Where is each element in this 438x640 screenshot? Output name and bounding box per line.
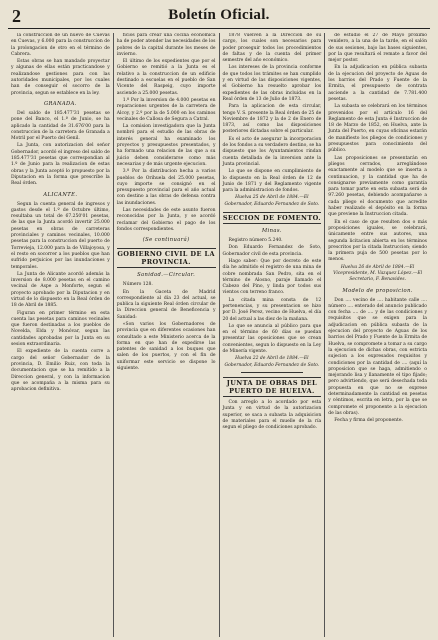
column-3 [219, 33, 325, 637]
continuation-note: (Se continuará) [142, 237, 190, 244]
masthead [8, 6, 430, 29]
column-4 [324, 33, 430, 637]
paragraph: El último de los expedientes que por el Gobierno se remitió a la Junta es el relativo a la construccion de un edificio destinado a escuelas en el pueblo de San Vicente del Raspeig, cuyo importe asciende a 25.000 pesetas. [116, 59, 216, 96]
signature-line: Huelva 22 de Abril de 1884.—El Gobernador, Eduardo Fernandez de Soto. [224, 356, 320, 368]
paragraph: Las proposiciones se presentarán en pliegos cerrados, arreglándose exactamente al modelo que se inserta a continuacion, y la cantidad que ha de consignarse previamente como garantía para tomar parte en esta subasta será de 97.260 pesetas, debiendo acompañarse a cada pliego el documento que acredite haber realizado el depósito en la forma que previene la Instruccion citada. [328, 155, 427, 218]
paragraph: La Junta, con autorizacion del señor Gobernador, acordó el ingreso del saldo de 185.477'31 pesetas que correspondian al 1.º de Junio para la realizacion de estas obras y la Junta aceptó lo propuesto por la Diputacion en la forma que prescribe la Real órden. [11, 143, 110, 187]
paragraph: La citada mina consta de 12 pertenencias, y su presentacion se hizo por D. José Perez, vecino de Huelva, el día 20 del actual a las diez de la mañana. [222, 297, 322, 322]
paragraph: Número 128. [122, 282, 153, 288]
paragraph: Figuran en primer término en esta cuenta las pesetas para caminos vecinales que fueron destinadas a los pueblos de Novelda, Elda y Monóvar, segun las cantidades aprobadas por la Junta en su sesion extraordinaria. [11, 310, 110, 348]
paragraph: Del saldo de 185.477'31 pesetas se pone del Banco, el 1.º de Junio, se ha aplicado la cantidad de 31.676'00 para la construccion de la carretera de Granada a Motril por el Puerto del Genil. [11, 110, 110, 142]
paragraph: Las necesidades de este asunto fueron reconocidas por la Junta, y se acordó reclamar del Gobierno el pago de los fondos correspondientes. [116, 208, 216, 232]
signature-line: Huelva 25 de Abril de 1884.—El Gobernador, Eduardo Fernandez de Soto. [224, 195, 320, 207]
paragraph: Don .... vecino de .... habitante calle .... número .... enterado del anuncio publicado con fecha .... de .... y de las condiciones y requisitos que se exigen para la adjudicacion en pública subasta de la ejecucion del proyecto de Aguas de los barrios del Prado y Fuente de la Ermita de Huelva, se compromete a tomar a su cargo la ejecucion de dichas obras, con estricta sujecion a los expresados requisitos y condiciones por la cantidad de .... (aquí la proposicion que se haga, admitiendo o mejorando lisa y llanamente el tipo fijado; pero advirtiendo, que será desechada toda propuesta en que no se exprese determinadamente la cantidad en pesetas y céntimos, escrita en letra, por la que se compromete el proponente a la ejecucion de las obras). [328, 297, 427, 416]
paragraph: La comision investigadora que la Junta nombró para el estudio de las obras de interés general ha examinado los proyectos y presupuestos presentados, y ha formado una relacion de las que a su juicio deben considerarse como más necesarias y de más urgente ejecucion. [116, 124, 216, 167]
section-heading-gobierno-civil: GOBIERNO CIVIL DE LA PROVINCIA. [117, 250, 215, 267]
section-heading-junta-obras: JUNTA DE OBRAS DEL PUERTO DE HUELVA. [223, 377, 322, 397]
subheading-sanidad: Sanidad.—Circular. [137, 272, 196, 279]
paragraph: Lo que se anuncia al público para que en el término de 60 días se puedan presentar las oposiciones que se crean convenientes, segun lo dispuesto en la Ley de Minería vigente. [222, 323, 322, 355]
paragraph: 1.º Por la inversion de 4.000 pesetas en reparaciones urgentes de la carretera de Alcoy, y 2.º por la de 5.000 en los caminos vecinales de Callosa de Segura a Catral. [116, 97, 216, 122]
paragraph: El expediente de la cuenta corre a cargo del señor Gobernador de la provincia, D. Emilio Ruiz, con toda la documentacion que se ha remitido a la Direccion general, y con la informacion que se acompaña a la misma para su aprobacion definitiva. [11, 349, 110, 393]
text-columns [8, 33, 430, 637]
column-1 [8, 33, 113, 637]
paragraph: Con arreglo a lo acordado por esta Junta y en virtud de la autorizacion superior, se saca a subasta la adquisicion de materiales para el muelle de la ría segun el pliego de condiciones aprobado. [222, 399, 322, 431]
paragraph: La subasta se celebrará en los términos prevenidos por el artículo 16 del Reglamento de esta Junta é Instruccion de 18 de Marzo de 1852, en Huelva, ante la Junta del Puerto, en cuyas oficinas estarán de manifiesto los pliegos de condiciones y presupuestos para conocimiento del público. [328, 104, 427, 154]
paragraph: Fecha y firma del proponente. [334, 418, 403, 424]
newspaper-title: Boletín Oficial. [168, 7, 270, 23]
paragraph: ficios para crear una cocina económica ha de poder atender las necesidades de los pobres de la capital durante los meses de invierno. [116, 33, 216, 57]
paragraph: La Junta de Alicante acordó además la inversion de 8.000 pesetas en el camino vecinal de Aspe a Monforte, segun el proyecto aprobado por la Diputacion y en virtud de lo dispuesto en la Real órden de 18 de Abril de 1885. [11, 271, 110, 309]
paragraph: Segun la cuenta general de ingresos y gastos desde el 1.º de Octubre último, resultaba un total de 67.250'01 pesetas, de las que la Junta acordó invertir 25.000 pesetas en obras de carreteras provinciales y caminos vecinales, 10.000 pesetas para la construccion del puerto de Torrevieja, 12.000 para la de Villajoyosa, y el resto en socorrer a los pueblos que han sufrido perjuicios por las inundaciones y temporales. [11, 201, 110, 270]
paragraph: En el caso de que resulten dos o más proposiciones iguales, se celebrará, únicamente entre sus autores, una segunda licitacion abierta en los términos prescritos por la citada Instruccion; siendo la primera puja de 500 pesetas por lo menos. [328, 219, 427, 263]
subheading-modelo: Modelo de proposicion. [342, 287, 413, 294]
subheading-minas: Minas. [261, 228, 282, 235]
paragraph: Lo que se dispone en cumplimiento de lo dispuesto en la Real órden de 12 de Junio de 1871 y del Reglamento vigente para la administracion de fondos. [222, 169, 322, 194]
section-heading-fomento: SECCION DE FOMENTO. [222, 214, 321, 223]
paragraph: la construccion de un nuevo de Cuevas en Cuevas, y 6.000 para la construccion de la prolongacion de otro en el término de Cabrera. [11, 33, 110, 57]
column-2 [113, 33, 219, 637]
paragraph: En la adjudicacion en pública subasta de la ejecucion del proyecto de Aguas de los barrios del Prado y Fuente de la Ermita, el presupuesto de contrata asciende a la cantidad de 7.781.400 pesetas. [328, 65, 427, 102]
paragraph: Los intereses de la provincia conforme de que todos los trámites se han cumplido y en virtud de las disposiciones vigentes, el Gobierno ha resuelto aprobar los expedientes de las obras incluidas en la Real órden de 13 de Julio de 1873. [222, 65, 322, 102]
paragraph: de estudio el 27 de Mayo próximo venidero, a la una de la tarde, en el salón de sus sesiones, bajo las bases siguientes, por la que resultará el remate a favor del mejor postor. [328, 33, 427, 64]
paragraph: «Son varios los Gobernadores de provincia que en diferentes ocasiones han consultado a este Ministerio acerca de la forma en que han de expedirse las patentes de sanidad a los buques que salen de los puertos, y con el fin de uniformar este servicio se dispone lo siguiente. [116, 321, 216, 372]
paragraph: En la Gaceta de Madrid correspondiente al día 23 del actual, se publica la siguiente Real órden circular de la Direccion general de Beneficencia y Sanidad: [116, 289, 216, 320]
divider [241, 372, 304, 373]
paragraph: Para la aplicacion de esta circular, tengo V. S. presente la Real órden de 25 de Noviembre de 1872 y la de 2 de Enero de 1873, así como las disposiciones posteriores dictadas sobre el particular. [222, 104, 322, 135]
paragraph: Estas obras se han mandado proyectar y algunas de ellas están practicandose y realizandose gestiones para con las autoridades municipales, por los cuales han de conseguir el socorro de la provincia, segun se establece en la ley. [11, 59, 110, 96]
paragraph: 1878 vuelven a la Direccion de su cargo, los cuales son necesarios para poder proseguir todos los procedimientos de faltas y de la cuenta del primer semestre del año económico. [222, 33, 322, 64]
paragraph: 3.º Por la distribucion hecha a varios pueblos de Orihuela del 25.000 pesetas, cuyo importe se consignó en el presupuesto provincial para el año actual con destino a las obras de defensa contra las inundaciones. [116, 169, 216, 206]
section-heading-granada: GRANADA. [43, 100, 77, 107]
paragraph: Don Eduardo Fernandez de Soto, Gobernador civil de esta provincia. [222, 245, 322, 257]
signature-line: Huelva 26 de Abril de 1884.—El Vicepresidente, M. Vazquez López.—El Secretario, F. Benavides. [333, 264, 423, 283]
paragraph: Es el acto de asegurar la incorporacion de los fondos a su verdadero destino, se ha dispuesto que los Ayuntamientos rindan cuenta detallada de la inversion ante la Junta provincial. [222, 136, 322, 167]
section-heading-alicante: ALICANTE. [43, 191, 78, 198]
paragraph: Hago saber: Que por decreto de este día he admitido el registro de una mina de cobre nombrada San Pedro, sita en el término de Alosno, paraje llamado el Cabezo del Pino, y linda por todos sus vientos con terreno franco. [222, 258, 322, 296]
page-number: 2 [12, 6, 21, 26]
paragraph: Registro número 5.240. [228, 238, 283, 244]
